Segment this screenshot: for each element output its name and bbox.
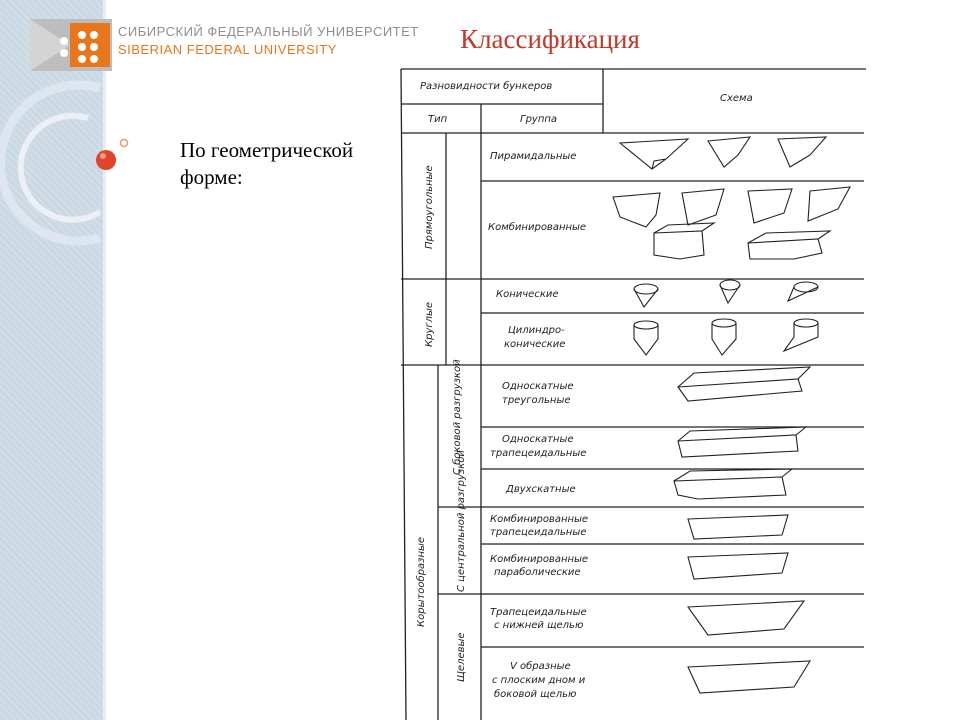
table-grid	[401, 69, 866, 720]
group-label: Односкатные	[502, 434, 574, 445]
university-logo	[30, 19, 419, 71]
subtype-central-unloading: С центральной разгрузкой	[456, 450, 467, 592]
header-main: Разновидности бункеров	[420, 81, 553, 92]
group-label: трапецеидальные	[490, 448, 587, 459]
group-label: трапецеидальные	[490, 527, 587, 538]
group-label: Пирамидальные	[490, 151, 577, 162]
group-label: с плоским дном и	[492, 675, 586, 686]
subtype-slot: Щелевые	[456, 632, 467, 682]
group-label: Трапецеидальные	[490, 607, 587, 618]
type-round: Круглые	[424, 301, 435, 347]
col-type-label: Тип	[428, 114, 448, 125]
cylindro-conical-bunker-sketches	[634, 319, 818, 355]
group-label: треугольные	[502, 395, 571, 406]
group-label: Двухскатные	[506, 484, 576, 495]
group-label: с нижней щелью	[494, 620, 584, 631]
university-logo-icon	[30, 19, 112, 71]
logo-text-english: SIBERIAN FEDERAL UNIVERSITY	[118, 42, 337, 57]
group-label: Односкатные	[502, 381, 574, 392]
group-label: конические	[504, 339, 566, 350]
logo-text-russian: СИБИРСКИЙ ФЕДЕРАЛЬНЫЙ УНИВЕРСИТЕТ	[118, 24, 419, 39]
header-scheme: Схема	[720, 93, 753, 104]
type-trough: Корытообразные	[416, 536, 427, 627]
red-sphere-icon	[96, 150, 116, 170]
small-ring-icon	[121, 140, 128, 147]
col-group-label: Группа	[520, 114, 558, 125]
subtitle-text: По геометрической форме:	[180, 138, 354, 189]
pyramidal-bunker-sketches	[620, 137, 826, 169]
group-label: Комбинированные	[488, 222, 587, 233]
combined-bunker-sketches	[613, 187, 850, 259]
group-label: боковой щелью	[494, 689, 577, 700]
bunker-classification-figure	[398, 67, 866, 720]
group-label: параболические	[494, 567, 581, 578]
group-label: Комбинированные	[490, 514, 589, 525]
conical-bunker-sketches	[634, 280, 818, 307]
group-label: Конические	[496, 289, 559, 300]
group-label: Комбинированные	[490, 554, 589, 565]
trough-bunker-sketches	[674, 367, 810, 693]
group-label: Цилиндро-	[508, 325, 565, 336]
page-title: Классификация	[460, 24, 640, 54]
subtype-side-unloading: С боковой разгрузкой	[452, 359, 463, 475]
group-label: V образные	[510, 661, 571, 672]
type-rectangular: Прямоугольные	[424, 165, 435, 249]
